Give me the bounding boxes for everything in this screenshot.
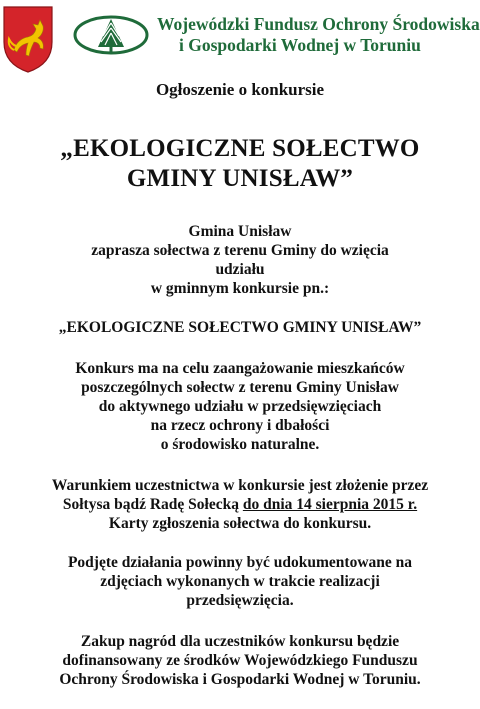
- goal-line-2: poszczególnych sołectw z terenu Gminy Unisław: [81, 379, 399, 396]
- contest-title-line-2: GMINY UNISŁAW”: [126, 165, 354, 192]
- documentation-line-2: zdjęciach wykonanych w trakcie realizacji: [100, 573, 380, 590]
- goal-line-3: do aktywnego udziału w przedsięwzięciach: [98, 398, 382, 415]
- condition-line-3: Karty zgłoszenia sołectwa do konkursu.: [108, 515, 372, 532]
- documentation-paragraph: [0, 553, 480, 610]
- deadline-date: do dnia 14 sierpnia 2015 r.: [242, 496, 418, 513]
- condition-line-2: [0, 495, 480, 514]
- condition-line-1: Warunkiem uczestnictwa w konkursie jest złożenie przez: [51, 477, 429, 494]
- prizes-paragraph: [0, 632, 480, 689]
- fund-name: [157, 14, 480, 56]
- invitation-line-3: udziału: [215, 261, 265, 278]
- prizes-line-1: Zakup nagród dla uczestników konkursu będzie: [80, 633, 400, 650]
- invitation-line-1: Gmina Unisław: [188, 223, 292, 240]
- tree-in-circle-logo-icon: [72, 14, 150, 56]
- announcement-body: [0, 80, 480, 689]
- fund-name-line-2: i Gospodarki Wodnej w Toruniu: [179, 35, 421, 55]
- condition-line-2-prefix: Sołtysa bądź Radę Sołecką: [62, 496, 243, 513]
- fund-name-line-1: Wojewódzki Fundusz Ochrony Środowiska: [157, 14, 480, 34]
- header: [0, 0, 480, 80]
- municipal-coat-of-arms-icon: [2, 4, 54, 74]
- announcement-heading: Ogłoszenie o konkursie: [155, 80, 325, 99]
- prizes-line-3: Ochrony Środowiska i Gospodarki Wodnej w Toruniu.: [59, 671, 421, 688]
- goal-paragraph: [0, 359, 480, 454]
- prizes-line-2: dofinansowany ze środków Wojewódzkiego Funduszu: [62, 652, 418, 669]
- contest-name-repeat: „EKOLOGICZNE SOŁECTWO GMINY UNISŁAW”: [58, 319, 422, 336]
- documentation-line-1: Podjęte działania powinny być udokumentowane na: [67, 554, 413, 571]
- documentation-line-3: przedsięwzięcia.: [186, 592, 294, 609]
- condition-paragraph: [0, 476, 480, 533]
- contest-title-line-1: „EKOLOGICZNE SOŁECTWO: [60, 135, 420, 162]
- contest-title: [0, 134, 480, 194]
- invitation-paragraph: [0, 222, 480, 298]
- goal-line-5: o środowisko naturalne.: [160, 436, 320, 453]
- invitation-line-4: w gminnym konkursie pn.:: [150, 280, 330, 297]
- invitation-line-2: zaprasza sołectwa z terenu Gminy do wzięcia: [91, 242, 389, 259]
- goal-line-4: na rzecz ochrony i dbałości: [150, 417, 330, 434]
- goal-line-1: Konkurs ma na celu zaangażowanie mieszkańców: [75, 360, 405, 377]
